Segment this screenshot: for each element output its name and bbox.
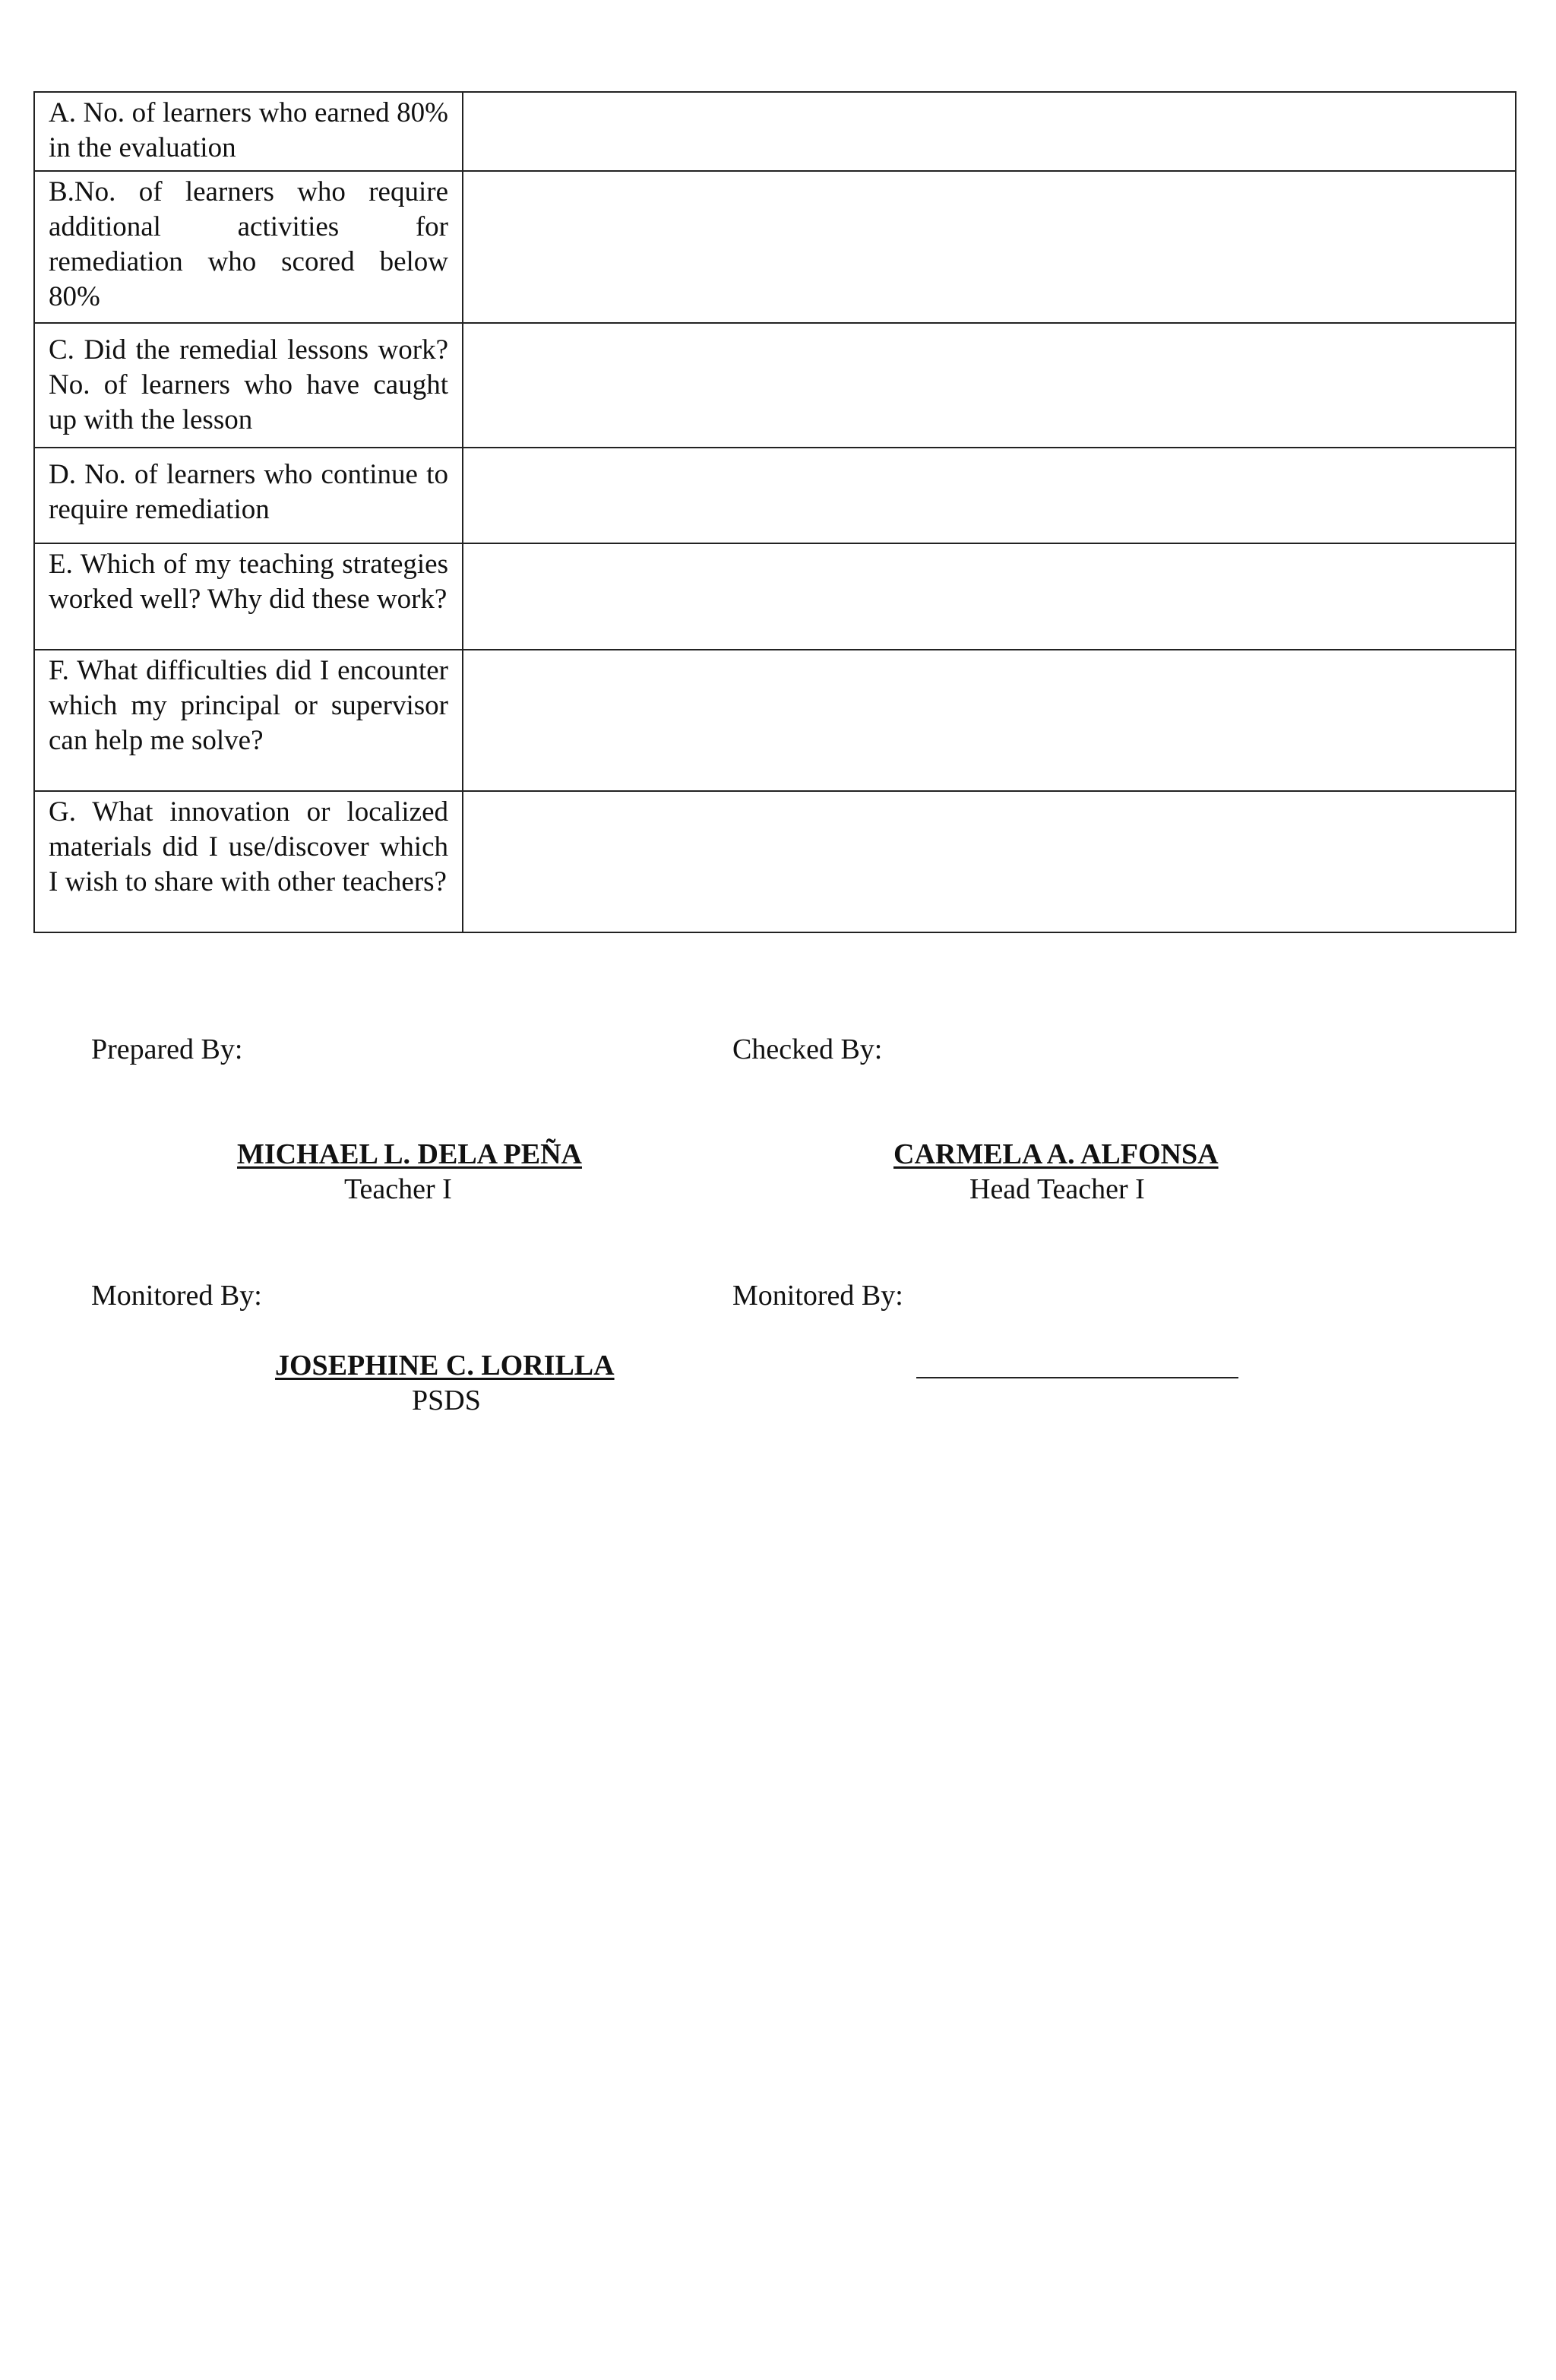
monitored-by-label-left: Monitored By: [91,1280,262,1312]
monitored-by-position-left: PSDS [412,1385,481,1416]
answer-cell-c[interactable] [463,323,1516,448]
reflection-table [33,91,1516,933]
prepared-by-position: Teacher I [344,1173,452,1205]
reflection-row-c [34,323,1516,448]
answer-cell-a[interactable] [463,92,1516,171]
question-a-text: A. No. of learners who earned 80% in the evaluation [49,97,448,163]
question-g-text: G. What innovation or localized materials did I use/discover which I wish to share with other teachers? [49,796,448,897]
reflection-row-b [34,171,1516,323]
reflection-row-a [34,92,1516,171]
question-d-text: D. No. of learners who continue to require remediation [49,459,448,525]
reflection-row-g [34,791,1516,932]
answer-cell-b[interactable] [463,171,1516,323]
monitored-by-name-left: JOSEPHINE C. LORILLA [275,1350,615,1381]
prepared-by-label: Prepared By: [91,1033,243,1065]
question-cell [34,543,463,650]
question-cell [34,323,463,448]
checked-by-name: CARMELA A. ALFONSA [893,1138,1219,1170]
reflection-row-e [34,543,1516,650]
prepared-by-name: MICHAEL L. DELA PEÑA [237,1138,582,1170]
question-cell [34,92,463,171]
reflection-row-d [34,448,1516,543]
question-cell [34,650,463,791]
answer-cell-g[interactable] [463,791,1516,932]
monitored-by-label-right: Monitored By: [732,1280,903,1312]
answer-cell-e[interactable] [463,543,1516,650]
answer-cell-d[interactable] [463,448,1516,543]
question-c-text: C. Did the remedial lessons work? No. of learners who have caught up with the lesson [49,334,448,435]
question-cell [34,448,463,543]
checked-by-label: Checked By: [732,1033,883,1065]
reflection-row-f [34,650,1516,791]
question-b-text: B.No. of learners who require additional activities for remediation who scored below 80% [49,176,448,312]
question-e-text: E. Which of my teaching strategies worked well? Why did these work? [49,549,448,615]
monitored-by-signature-line [916,1377,1238,1378]
question-cell [34,171,463,323]
question-cell [34,791,463,932]
question-f-text: F. What difficulties did I encounter which my principal or supervisor can help me solve? [49,655,448,756]
checked-by-position: Head Teacher I [969,1173,1145,1205]
answer-cell-f[interactable] [463,650,1516,791]
